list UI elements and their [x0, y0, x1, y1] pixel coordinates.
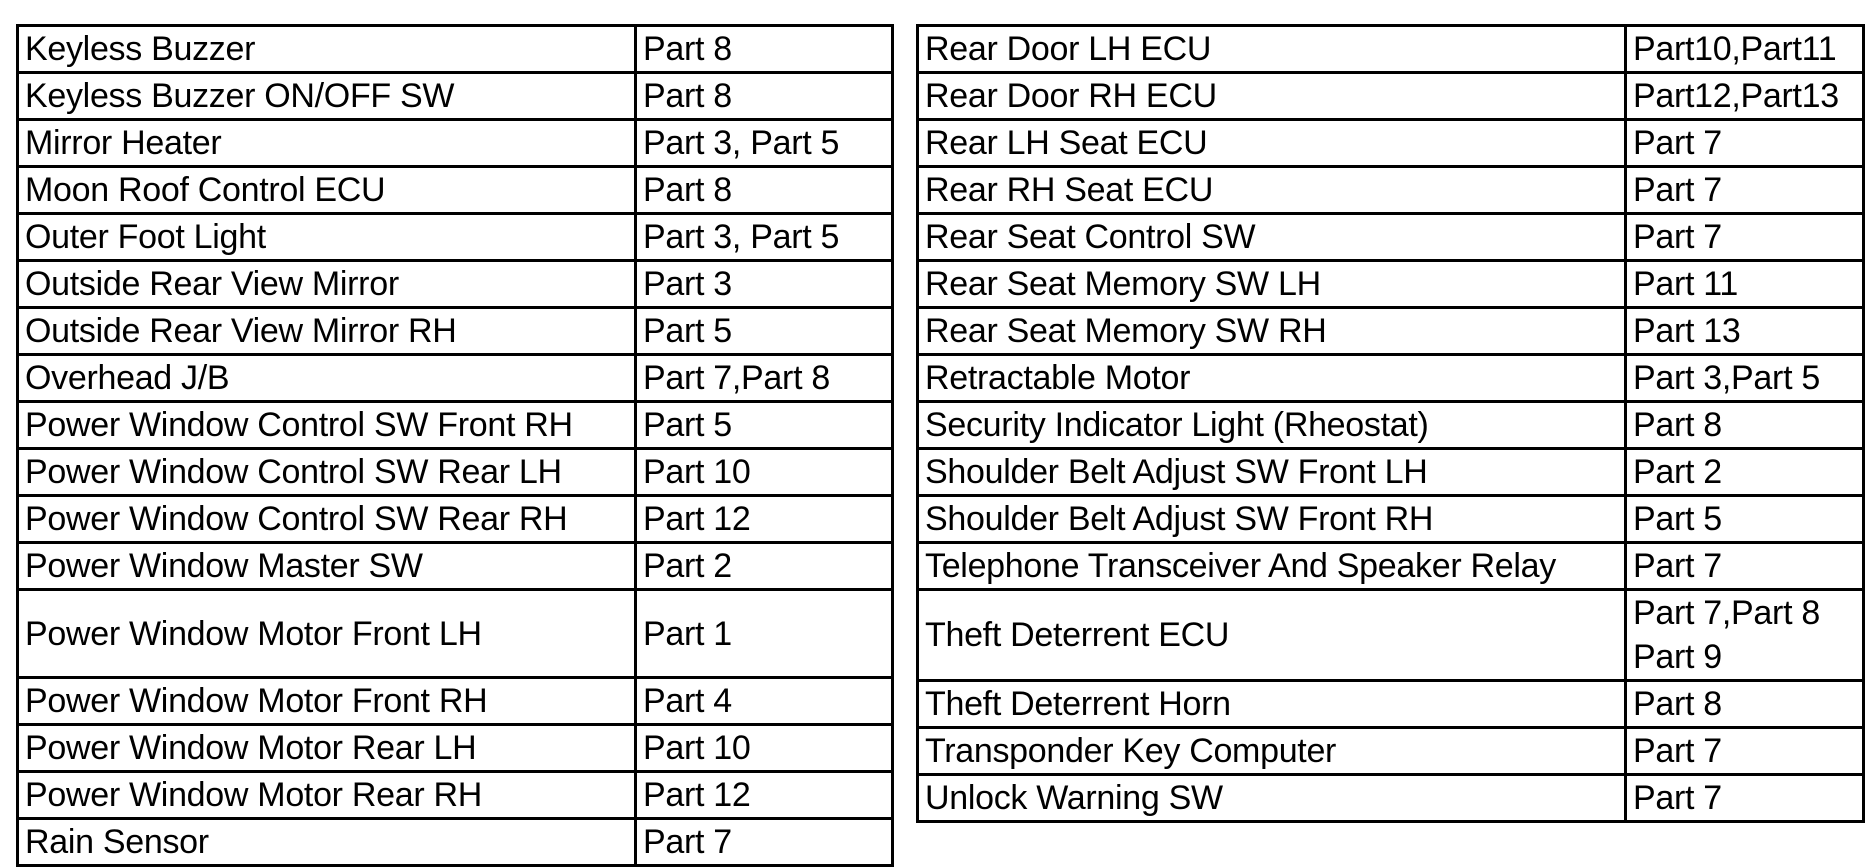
part-reference: Part 13: [1633, 312, 1741, 350]
table-body: [18, 26, 893, 866]
parts-index-table-right: [916, 24, 1865, 823]
part-reference: Part 8: [1633, 406, 1722, 444]
part-reference: Part 5: [643, 312, 732, 350]
part-reference: Part 9: [1633, 638, 1722, 676]
part-reference: Part 12: [643, 500, 751, 538]
table-row: [918, 590, 1864, 681]
table-row: [918, 402, 1864, 449]
table-row: [18, 26, 893, 73]
part-reference: Part 8: [643, 171, 732, 209]
component-name-cell: Rear Seat Control SW: [918, 214, 1626, 261]
component-name-cell: Outer Foot Light: [18, 214, 636, 261]
part-reference-cell: [1626, 496, 1864, 543]
table-row: [18, 167, 893, 214]
component-name-cell: Power Window Control SW Rear LH: [18, 449, 636, 496]
part-reference: Part 7: [1633, 124, 1722, 162]
component-name-cell: Power Window Control SW Rear RH: [18, 496, 636, 543]
component-name-cell: Outside Rear View Mirror RH: [18, 308, 636, 355]
part-reference: Part 11: [1633, 265, 1738, 303]
component-name-cell: Rear RH Seat ECU: [918, 167, 1626, 214]
table-row: [918, 167, 1864, 214]
part-reference: Part 7: [1633, 218, 1722, 256]
part-reference-cell: [636, 590, 893, 678]
part-reference: Part 2: [1633, 453, 1722, 491]
component-name-cell: Transponder Key Computer: [918, 728, 1626, 775]
part-reference-cell: [636, 120, 893, 167]
part-reference: Part 7: [1633, 171, 1722, 209]
component-name-cell: Theft Deterrent ECU: [918, 590, 1626, 681]
part-reference-cell: [1626, 261, 1864, 308]
table-row: [18, 308, 893, 355]
part-reference-cell: [636, 772, 893, 819]
part-reference-cell: [636, 819, 893, 866]
component-name-cell: Power Window Motor Rear RH: [18, 772, 636, 819]
parts-index-table-left: [16, 24, 894, 867]
part-reference: Part10,Part11: [1633, 30, 1837, 68]
table-row: [918, 681, 1864, 728]
component-name-cell: Mirror Heater: [18, 120, 636, 167]
part-reference-cell: [1626, 590, 1864, 681]
table-row: [918, 120, 1864, 167]
part-reference: Part 5: [643, 406, 732, 444]
part-reference: Part 7,Part 8: [1633, 594, 1820, 632]
component-name-cell: Power Window Motor Rear LH: [18, 725, 636, 772]
component-name-cell: Outside Rear View Mirror: [18, 261, 636, 308]
component-name-cell: Shoulder Belt Adjust SW Front LH: [918, 449, 1626, 496]
table-row: [918, 775, 1864, 822]
part-reference-cell: [1626, 449, 1864, 496]
table-row: [18, 261, 893, 308]
component-name-cell: Keyless Buzzer ON/OFF SW: [18, 73, 636, 120]
component-name-cell: Power Window Motor Front RH: [18, 678, 636, 725]
part-reference-cell: [636, 449, 893, 496]
part-reference: Part 7: [1633, 732, 1722, 770]
part-reference-cell: [1626, 26, 1864, 73]
table-row: [18, 725, 893, 772]
part-reference: Part 8: [643, 30, 732, 68]
part-reference: Part12,Part13: [1633, 77, 1839, 115]
table-row: [18, 402, 893, 449]
table-row: [918, 214, 1864, 261]
part-reference: Part 1: [643, 614, 732, 653]
component-name-cell: Rear LH Seat ECU: [918, 120, 1626, 167]
table-row: [18, 819, 893, 866]
component-name-cell: Power Window Master SW: [18, 543, 636, 590]
component-name-cell: Unlock Warning SW: [918, 775, 1626, 822]
component-name-cell: Overhead J/B: [18, 355, 636, 402]
component-name-cell: Moon Roof Control ECU: [18, 167, 636, 214]
table-row: [18, 678, 893, 725]
component-name-cell: Keyless Buzzer: [18, 26, 636, 73]
part-reference: Part 4: [643, 682, 732, 720]
table-row: [918, 308, 1864, 355]
part-reference: Part 3, Part 5: [643, 218, 840, 256]
part-reference: Part 5: [1633, 500, 1722, 538]
component-name-cell: Rear Seat Memory SW LH: [918, 261, 1626, 308]
component-name-cell: Rain Sensor: [18, 819, 636, 866]
table-row: [18, 543, 893, 590]
component-name-cell: Theft Deterrent Horn: [918, 681, 1626, 728]
component-name-cell: Security Indicator Light (Rheostat): [918, 402, 1626, 449]
table-row: [18, 496, 893, 543]
component-name-cell: Rear Door LH ECU: [918, 26, 1626, 73]
part-reference: Part 7: [1633, 779, 1722, 817]
part-reference: Part 7,Part 8: [643, 359, 830, 397]
component-name-cell: Telephone Transceiver And Speaker Relay: [918, 543, 1626, 590]
part-reference-cell: [1626, 681, 1864, 728]
part-reference-cell: [1626, 120, 1864, 167]
table-row: [918, 543, 1864, 590]
part-reference-cell: [636, 261, 893, 308]
table-row: [918, 261, 1864, 308]
part-reference-cell: [1626, 355, 1864, 402]
part-reference-cell: [1626, 167, 1864, 214]
table-body: [918, 26, 1864, 822]
part-reference-cell: [1626, 214, 1864, 261]
part-reference: Part 8: [643, 77, 732, 115]
component-name-cell: Retractable Motor: [918, 355, 1626, 402]
table-row: [18, 355, 893, 402]
table-row: [18, 120, 893, 167]
table-row: [918, 728, 1864, 775]
part-reference: Part 3: [643, 265, 732, 303]
table-row: [18, 449, 893, 496]
part-reference-cell: [1626, 73, 1864, 120]
table-row: [918, 73, 1864, 120]
part-reference-cell: [636, 725, 893, 772]
component-name-cell: Power Window Motor Front LH: [18, 590, 636, 678]
table-row: [918, 449, 1864, 496]
table-row: [18, 73, 893, 120]
part-reference: Part 2: [643, 547, 732, 585]
part-reference-cell: [636, 678, 893, 725]
table-row: [918, 496, 1864, 543]
table-row: [918, 355, 1864, 402]
table-row: [18, 772, 893, 819]
component-name-cell: Rear Door RH ECU: [918, 73, 1626, 120]
part-reference-cell: [636, 402, 893, 449]
table-row: [18, 590, 893, 678]
part-reference: Part 3,Part 5: [1633, 359, 1820, 397]
part-reference: Part 8: [1633, 685, 1722, 723]
part-reference-cell: [636, 167, 893, 214]
part-reference-cell: [636, 308, 893, 355]
table-row: [918, 26, 1864, 73]
part-reference: Part 10: [643, 453, 751, 491]
part-reference: Part 10: [643, 729, 751, 767]
part-reference-cell: [1626, 402, 1864, 449]
component-name-cell: Shoulder Belt Adjust SW Front RH: [918, 496, 1626, 543]
part-reference-cell: [636, 496, 893, 543]
part-reference-cell: [636, 26, 893, 73]
part-reference-cell: [636, 355, 893, 402]
part-reference-cell: [1626, 775, 1864, 822]
component-name-cell: Power Window Control SW Front RH: [18, 402, 636, 449]
part-reference-cell: [1626, 308, 1864, 355]
part-reference: Part 7: [643, 823, 732, 861]
part-reference-cell: [1626, 728, 1864, 775]
part-reference: Part 3, Part 5: [643, 124, 840, 162]
part-reference: Part 12: [643, 776, 751, 814]
part-reference: Part 7: [1633, 547, 1722, 585]
component-name-cell: Rear Seat Memory SW RH: [918, 308, 1626, 355]
part-reference-cell: [1626, 543, 1864, 590]
table-row: [18, 214, 893, 261]
part-reference-cell: [636, 543, 893, 590]
part-reference-cell: [636, 214, 893, 261]
part-reference-cell: [636, 73, 893, 120]
